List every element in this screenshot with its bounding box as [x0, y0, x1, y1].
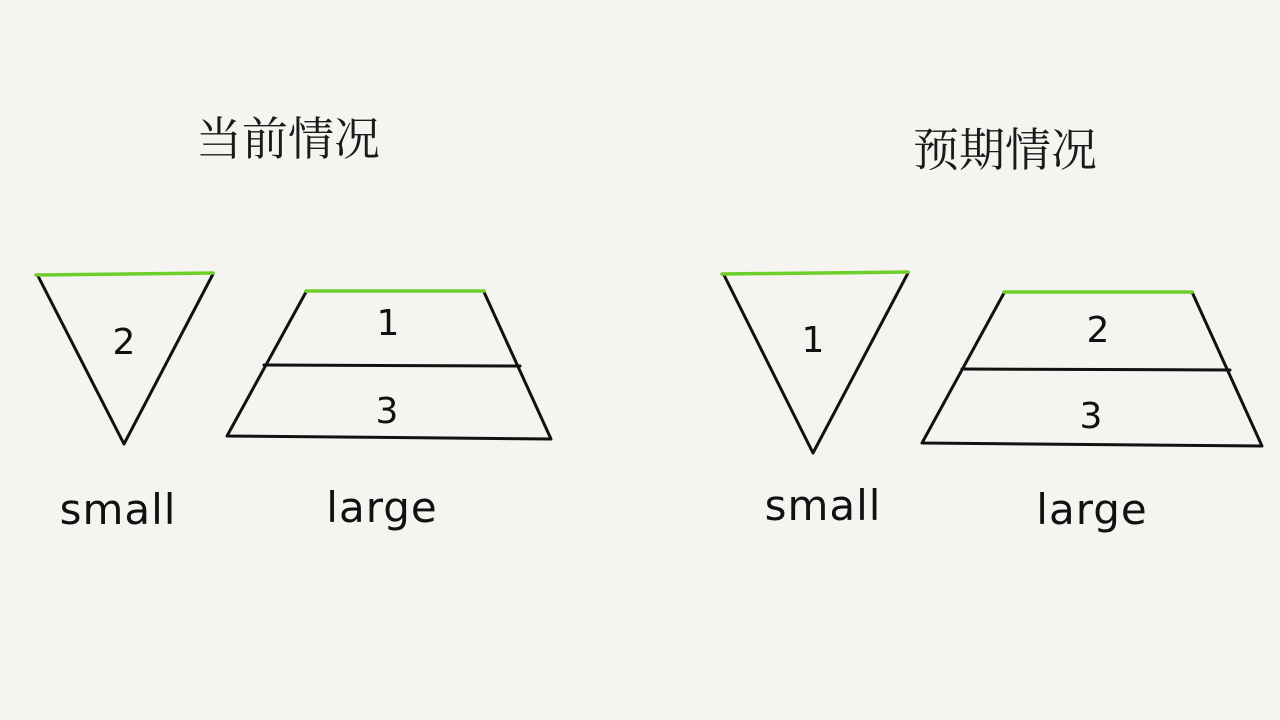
panel-current: [36, 112, 551, 534]
small-label: small: [59, 485, 177, 534]
small-triangle: [36, 273, 213, 444]
small-triangle-top-edge: [36, 273, 213, 275]
small-triangle-segment: 1: [801, 320, 825, 361]
small-label: small: [764, 481, 882, 530]
small-triangle-top-edge: [722, 272, 908, 274]
large-trapezoid-divider: [264, 365, 520, 366]
panel-title: 当前情况: [196, 112, 380, 166]
small-triangle-segment: 2: [112, 322, 136, 363]
large-label: large: [326, 483, 438, 532]
large-lower-segment: 3: [1079, 396, 1103, 437]
large-trapezoid: [922, 292, 1262, 446]
small-triangle: [722, 272, 908, 453]
large-upper-segment: 1: [376, 303, 400, 344]
large-trapezoid-divider: [962, 369, 1230, 370]
large-lower-segment: 3: [375, 391, 399, 432]
large-upper-segment: 2: [1086, 310, 1110, 351]
large-trapezoid: [227, 291, 551, 439]
panel-expected: [722, 123, 1262, 534]
small-triangle-outline: [724, 273, 908, 453]
large-label: large: [1036, 485, 1148, 534]
panel-title: 预期情况: [913, 123, 1097, 177]
